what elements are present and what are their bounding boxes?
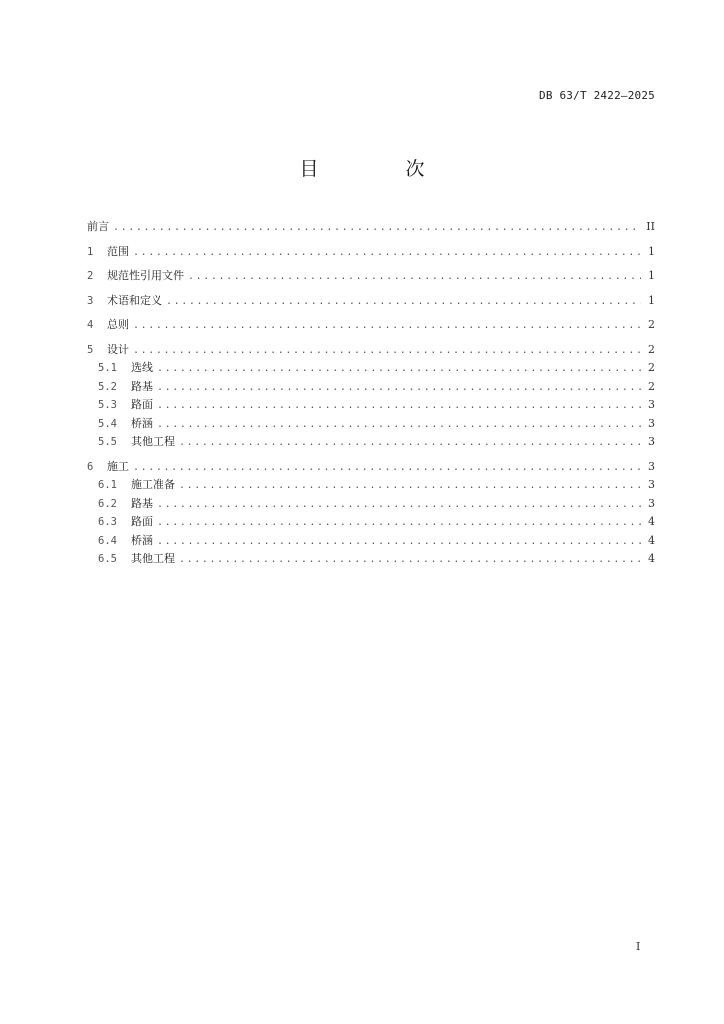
document-code: DB 63/T 2422—2025	[539, 89, 655, 102]
toc-entry[interactable]	[87, 550, 655, 569]
toc-entry-page: 2	[648, 379, 655, 393]
toc-entry-title: 规范性引用文件	[107, 269, 184, 282]
toc-entry-number: 5.4	[98, 417, 117, 430]
toc-entry-page: 3	[648, 478, 655, 491]
toc-entry-title: 路基	[131, 379, 153, 393]
dot-leader	[157, 533, 641, 552]
toc-entry-page: 3	[648, 435, 655, 448]
toc-entry-page: 2	[648, 361, 655, 374]
toc-entry[interactable]	[87, 433, 655, 452]
toc-entry-number: 5	[87, 343, 94, 356]
toc-entry-number: 5.2	[98, 380, 117, 393]
dot-leader	[157, 379, 641, 398]
page-number: I	[636, 940, 641, 953]
dot-leader	[157, 416, 641, 435]
toc-entry-number: 6.3	[98, 516, 117, 528]
dot-leader	[166, 293, 641, 312]
page-title: 目 次	[299, 158, 459, 180]
toc-entry-title: 选线	[131, 361, 153, 374]
toc-entry-page: 4	[648, 515, 655, 528]
toc-entry-title: 术语和定义	[107, 293, 162, 307]
dot-leader	[157, 397, 641, 416]
table-of-contents	[87, 218, 655, 569]
toc-entry-number: 5.1	[98, 362, 117, 374]
toc-entry-title: 前言	[87, 220, 109, 233]
toc-entry-title: 路面	[131, 515, 153, 528]
toc-entry-title: 设计	[107, 342, 129, 356]
toc-entry[interactable]	[87, 316, 655, 335]
toc-entry-number: 6.5	[98, 553, 117, 565]
toc-entry[interactable]	[87, 495, 655, 514]
toc-entry-title: 桥涵	[131, 533, 153, 547]
toc-entry-title: 施工准备	[131, 478, 175, 491]
toc-entry[interactable]	[87, 341, 655, 360]
toc-entry[interactable]	[87, 532, 655, 551]
toc-entry-page: 3	[648, 398, 655, 411]
toc-entry[interactable]	[87, 396, 655, 415]
toc-entry-page: 3	[648, 459, 655, 473]
dot-leader	[188, 268, 641, 287]
dot-leader	[179, 477, 641, 496]
toc-entry[interactable]	[87, 218, 655, 237]
toc-entry-page: II	[646, 220, 655, 233]
toc-entry-title: 路面	[131, 398, 153, 411]
toc-entry-title: 范围	[107, 244, 129, 258]
toc-entry[interactable]	[87, 267, 655, 286]
dot-leader	[179, 551, 641, 570]
toc-entry-title: 总则	[107, 318, 129, 331]
toc-entry[interactable]	[87, 513, 655, 532]
toc-entry-title: 其他工程	[131, 435, 175, 448]
toc-entry-number: 4	[87, 319, 94, 331]
dot-leader	[157, 496, 641, 515]
dot-leader	[157, 360, 641, 379]
toc-entry[interactable]	[87, 243, 655, 262]
toc-entry-page: 2	[648, 342, 655, 356]
toc-entry-number: 1	[87, 245, 94, 258]
toc-entry[interactable]	[87, 415, 655, 434]
toc-entry-number: 3	[87, 294, 94, 307]
dot-leader	[133, 342, 641, 361]
toc-entry-title: 桥涵	[131, 416, 153, 430]
toc-entry-page: 4	[648, 552, 655, 565]
dot-leader	[113, 219, 641, 238]
toc-entry-page: 2	[648, 318, 655, 331]
toc-entry[interactable]	[87, 292, 655, 311]
toc-entry-page: 1	[648, 269, 655, 282]
toc-entry-page: 3	[648, 416, 655, 430]
toc-entry-title: 施工	[107, 459, 129, 473]
toc-entry[interactable]	[87, 458, 655, 477]
toc-entry[interactable]	[87, 359, 655, 378]
dot-leader	[133, 244, 641, 263]
toc-entry[interactable]	[87, 476, 655, 495]
toc-entry-number: 6.1	[98, 479, 117, 491]
toc-entry-number: 5.5	[98, 436, 117, 448]
toc-entry-title: 路基	[131, 496, 153, 510]
dot-leader	[133, 459, 641, 478]
toc-entry-number: 2	[87, 270, 94, 282]
toc-entry[interactable]	[87, 378, 655, 397]
toc-entry-number: 5.3	[98, 399, 117, 411]
toc-entry-page: 1	[648, 293, 655, 307]
toc-entry-number: 6	[87, 460, 94, 473]
toc-entry-page: 1	[648, 244, 655, 258]
dot-leader	[157, 514, 641, 533]
toc-entry-number: 6.4	[98, 534, 117, 547]
toc-entry-page: 3	[648, 496, 655, 510]
toc-entry-title: 其他工程	[131, 552, 175, 565]
dot-leader	[133, 317, 641, 336]
toc-entry-number: 6.2	[98, 497, 117, 510]
dot-leader	[179, 434, 641, 453]
toc-entry-page: 4	[648, 533, 655, 547]
